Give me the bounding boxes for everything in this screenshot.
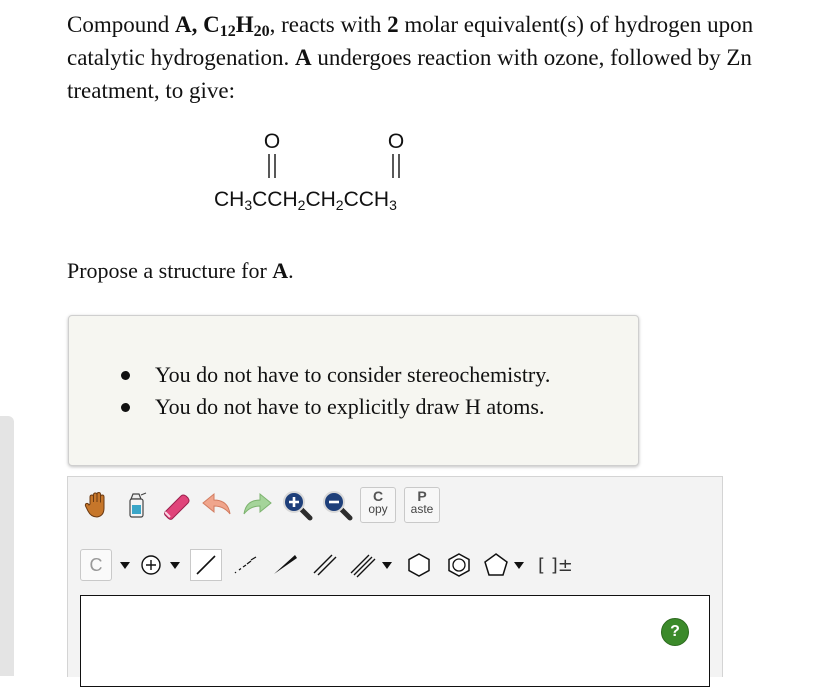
eraser-icon[interactable]	[160, 488, 194, 522]
editor-toolbar-top	[80, 485, 448, 525]
redo-icon[interactable]	[240, 488, 274, 522]
cyclopentane-dropdown[interactable]	[482, 548, 524, 582]
oxygen-right: O	[387, 130, 405, 153]
editor-toolbar-bottom	[80, 545, 573, 585]
hashed-bond-icon[interactable]	[228, 548, 262, 582]
charge-plus-icon[interactable]	[140, 554, 162, 576]
clean-icon[interactable]	[120, 488, 154, 522]
chevron-down-icon[interactable]	[170, 562, 180, 569]
equivalents-value: 2	[387, 12, 399, 37]
triple-bond-icon[interactable]	[348, 552, 378, 578]
chevron-down-icon[interactable]	[382, 562, 392, 569]
question-text: Compound A, $C_{12}H_{20}$, reacts with 2 molar equivalent(s) of hydrogen upon catalytic hydrogenation. A undergoes reaction with ozone, followed by Zn treatment, to give:	[67, 12, 754, 103]
compound-label: A	[174, 12, 192, 37]
single-bond-icon[interactable]	[190, 549, 222, 581]
zoom-out-icon[interactable]	[320, 488, 354, 522]
bracket-button[interactable]: [ ]±	[538, 554, 573, 576]
copy-button[interactable]: C opy	[360, 487, 396, 523]
triple-bond-dropdown[interactable]	[348, 548, 392, 582]
scrollbar-track[interactable]	[0, 416, 14, 676]
propose-text: Propose a structure for A.	[67, 258, 294, 283]
wedge-bond-icon[interactable]	[268, 548, 302, 582]
product-formula: CH3CCH2CH2CCH3	[214, 188, 397, 213]
cyclohexane-icon[interactable]	[402, 548, 436, 582]
hint-item: You do not have to explicitly draw H atoms.	[121, 391, 550, 423]
hand-icon[interactable]	[80, 488, 114, 522]
zoom-in-icon[interactable]	[280, 488, 314, 522]
benzene-icon[interactable]	[442, 548, 476, 582]
chevron-down-icon[interactable]	[120, 562, 130, 569]
help-button[interactable]: ?	[661, 618, 689, 646]
charge-dropdown[interactable]	[140, 548, 180, 582]
chevron-down-icon[interactable]	[514, 562, 524, 569]
hint-box	[68, 315, 639, 466]
atom-dropdown[interactable]	[80, 548, 130, 582]
undo-icon[interactable]	[200, 488, 234, 522]
double-bond-icon[interactable]	[308, 548, 342, 582]
cyclopentane-icon[interactable]	[482, 551, 510, 579]
oxygen-left: O	[263, 130, 281, 153]
hint-item: You do not have to consider stereochemistry.	[121, 359, 550, 391]
drawing-canvas[interactable]	[80, 595, 710, 687]
product-structure	[200, 128, 480, 228]
atom-selected[interactable]: C	[80, 549, 112, 581]
paste-button[interactable]: P aste	[404, 487, 440, 523]
structure-editor	[67, 476, 723, 677]
